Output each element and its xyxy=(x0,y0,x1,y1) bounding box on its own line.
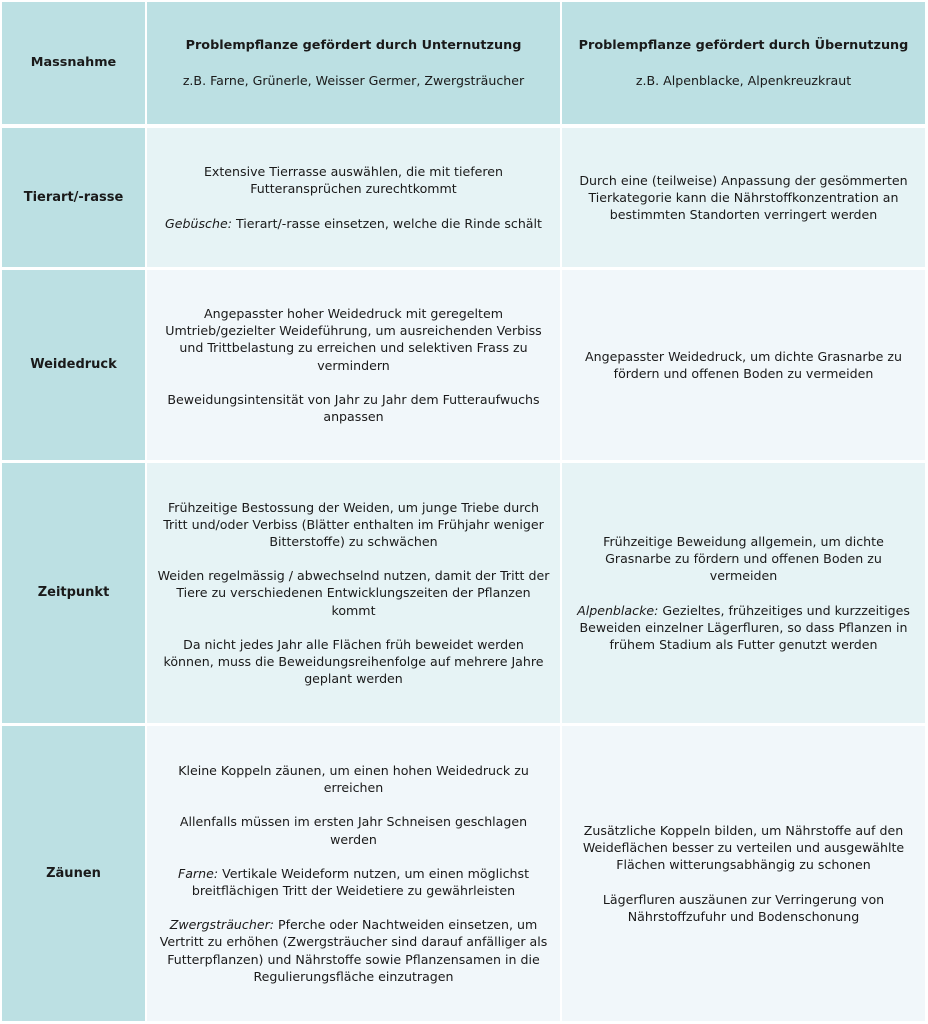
plant-prefix: Zwergsträucher: xyxy=(169,917,274,933)
paragraph-text: Angepasster Weidedruck, um dichte Grasnarbe zu fördern und offenen Boden zu vermeiden xyxy=(585,348,902,381)
measures-table xyxy=(2,2,925,1021)
cell-paragraph xyxy=(157,916,550,985)
overuse-cell xyxy=(562,128,925,267)
table-row xyxy=(2,270,925,460)
cell-paragraph xyxy=(572,533,915,585)
paragraph-text: Pferche oder Nachtweiden einsetzen, um Vertritt zu erhöhen (Zwergsträucher sind darauf anfälliger als Futterpflanzen) und Nährstoffe sowie Pflanzensamen in die Regulierungsfläche einzutragen xyxy=(159,917,548,984)
plant-prefix: Alpenblacke: xyxy=(577,602,659,618)
header-cell-measure xyxy=(2,2,145,124)
header-cell-underuse xyxy=(147,2,560,124)
header-measure-label: Massnahme xyxy=(30,55,117,71)
table-header-row xyxy=(2,2,925,124)
header-overuse-examples: z.B. Alpenblacke, Alpenkreuzkraut xyxy=(635,72,852,88)
paragraph-text: Weiden regelmässig / abwechselnd nutzen, damit der Tritt der Tiere zu verschiedenen Entwicklungszeiten der Pflanzen kommt xyxy=(157,568,550,618)
plant-prefix: Gebüsche: xyxy=(165,215,232,231)
plant-prefix: Farne: xyxy=(177,865,219,881)
paragraph-text: Frühzeitige Bestossung der Weiden, um junge Triebe durch Tritt und/oder Verbiss (Blätter enthalten im Frühjahr weniger Bitterstoffe) zu schwächen xyxy=(163,499,544,549)
paragraph-text: Da nicht jedes Jahr alle Flächen früh beweidet werden können, muss die Beweidungsreihenfolge auf mehrere Jahre geplant werden xyxy=(163,636,544,687)
cell-paragraph xyxy=(572,822,915,874)
cell-paragraph xyxy=(572,348,915,382)
paragraph-text: Vertikale Weideform nutzen, um einen möglichst breitflächigen Tritt der Weidetiere zu gewährleisten xyxy=(191,865,530,898)
paragraph-text: Allenfalls müssen im ersten Jahr Schneisen geschlagen werden xyxy=(179,814,528,847)
paragraph-text: Extensive Tierrasse auswählen, die mit tieferen Futteransprüchen zurechtkommt xyxy=(203,164,504,197)
overuse-cell xyxy=(562,270,925,460)
cell-paragraph xyxy=(572,602,915,654)
underuse-cell xyxy=(147,128,560,267)
cell-paragraph xyxy=(157,636,550,688)
table-row xyxy=(2,128,925,267)
paragraph-text: Gezieltes, frühzeitiges und kurzzeitiges Beweiden einzelner Lägerfluren, so dass Pflanzen in frühem Stadium als Futter genutzt werden xyxy=(579,602,910,652)
cell-paragraph xyxy=(572,891,915,925)
cell-paragraph xyxy=(157,567,550,619)
paragraph-text: Lägerfluren auszäunen zur Verringerung von Nährstoffzufuhr und Bodenschonung xyxy=(602,891,885,924)
row-label-cell xyxy=(2,726,145,1021)
cell-paragraph xyxy=(157,762,550,796)
row-label-cell xyxy=(2,463,145,723)
table-row xyxy=(2,463,925,723)
paragraph-text: Frühzeitige Beweidung allgemein, um dichte Grasnarbe zu fördern und offenen Boden zu vermeiden xyxy=(603,533,884,584)
row-label: Tierart/-rasse xyxy=(23,189,124,205)
cell-paragraph xyxy=(157,163,550,197)
underuse-cell xyxy=(147,270,560,460)
paragraph-text: Durch eine (teilweise) Anpassung der gesömmerten Tierkategorie kann die Nährstoffkonzentration an bestimmten Standorten verringert werden xyxy=(579,172,908,223)
table-row xyxy=(2,726,925,1021)
underuse-cell xyxy=(147,463,560,723)
header-underuse-title: Problempflanze gefördert durch Unternutzung xyxy=(185,38,522,54)
header-overuse-title: Problempflanze gefördert durch Übernutzung xyxy=(578,38,909,54)
cell-paragraph xyxy=(157,813,550,847)
row-label: Zäunen xyxy=(46,865,101,881)
paragraph-text: Tierart/-rasse einsetzen, welche die Rinde schält xyxy=(231,215,542,231)
paragraph-text: Kleine Koppeln zäunen, um einen hohen Weidedruck zu erreichen xyxy=(178,762,529,796)
cell-paragraph xyxy=(157,499,550,551)
cell-paragraph xyxy=(157,391,550,425)
paragraph-text: Zusätzliche Koppeln bilden, um Nährstoffe auf den Weideflächen besser zu verteilen und ausgewählte Flächen witterungsabhängig zu schonen xyxy=(582,822,905,873)
paragraph-text: Angepasster hoher Weidedruck mit geregeltem Umtrieb/gezielter Weideführung, um ausreichenden Verbiss und Trittbelastung zu erreichen und selektiven Frass zu vermindern xyxy=(165,305,542,373)
paragraph-text: Beweidungsintensität von Jahr zu Jahr dem Futteraufwuchs anpassen xyxy=(167,391,540,424)
row-label: Zeitpunkt xyxy=(37,585,110,601)
header-underuse-examples: z.B. Farne, Grünerle, Weisser Germer, Zwergsträucher xyxy=(182,72,525,88)
header-cell-overuse xyxy=(562,2,925,124)
underuse-cell xyxy=(147,726,560,1021)
cell-paragraph xyxy=(157,305,550,374)
cell-paragraph xyxy=(572,172,915,224)
row-label-cell xyxy=(2,270,145,460)
overuse-cell xyxy=(562,463,925,723)
overuse-cell xyxy=(562,726,925,1021)
row-label-cell xyxy=(2,128,145,267)
cell-paragraph xyxy=(157,865,550,899)
row-label: Weidedruck xyxy=(30,357,117,373)
cell-paragraph xyxy=(165,215,542,232)
